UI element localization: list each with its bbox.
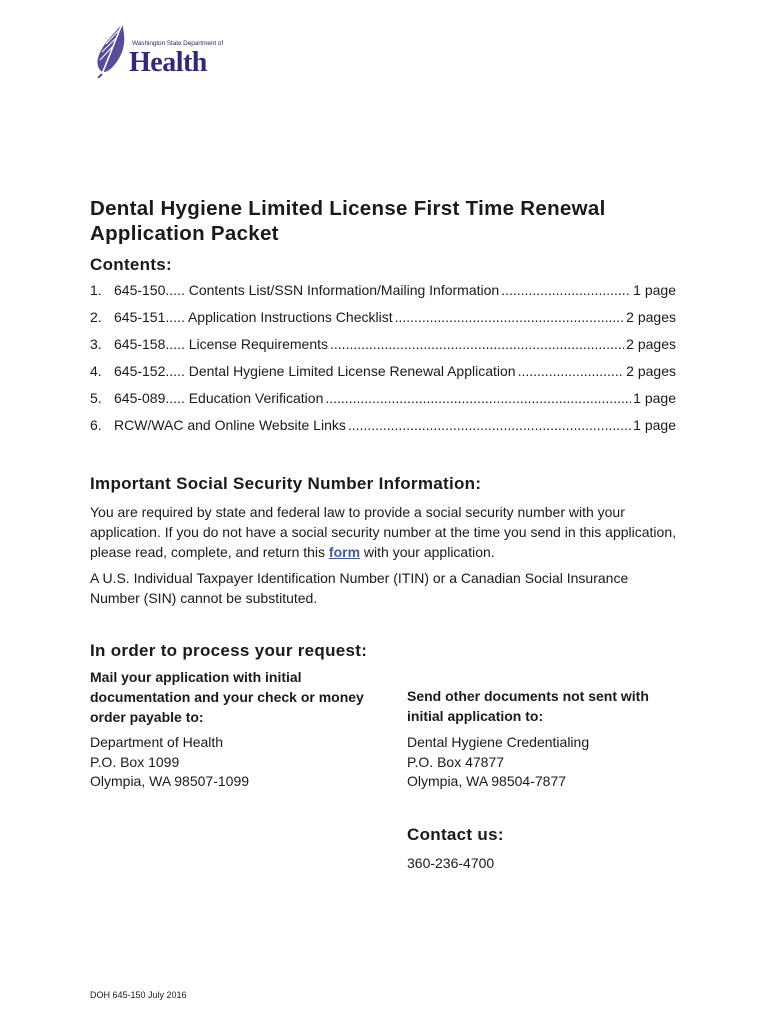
contents-list bbox=[90, 282, 676, 444]
other-address bbox=[407, 733, 589, 792]
list-item bbox=[90, 336, 676, 363]
form-footer: DOH 645-150 July 2016 bbox=[90, 990, 187, 1000]
feather-icon bbox=[92, 22, 134, 78]
item-number: 6. bbox=[90, 417, 102, 433]
item-text: 645-150..... Contents List/SSN Information/Mailing Information bbox=[114, 282, 500, 298]
contents-heading: Contents: bbox=[90, 255, 173, 274]
item-pages: 1 page bbox=[633, 390, 676, 406]
page-title: Dental Hygiene Limited License First Time Renewal Application Packet bbox=[90, 197, 606, 245]
itin-paragraph: A U.S. Individual Taxpayer Identification Number (ITIN) or a Canadian Social Insurance Number (SIN) cannot be substituted. bbox=[90, 570, 629, 606]
item-number: 3. bbox=[90, 336, 102, 352]
item-text: 645-089..... Education Verification bbox=[114, 390, 324, 406]
logo-dept-text: Washington State Department of bbox=[132, 40, 224, 47]
item-number: 5. bbox=[90, 390, 102, 406]
item-text: 645-152..... Dental Hygiene Limited License Renewal Application bbox=[114, 363, 516, 379]
process-heading: In order to process your request: bbox=[90, 641, 368, 660]
ssn-text: You are required by state and federal law to provide a social security number with your application. If you do not have a social security number at the time you send in this application, please read, complete, and return this bbox=[90, 504, 677, 560]
dot-leader bbox=[325, 390, 631, 406]
address-line: Department of Health bbox=[90, 734, 224, 750]
other-docs-heading: Send other documents not sent with initial application to: bbox=[407, 688, 649, 724]
item-pages: 2 pages bbox=[626, 309, 676, 325]
contact-phone: 360-236-4700 bbox=[407, 855, 495, 871]
address-line: Dental Hygiene Credentialing bbox=[407, 734, 590, 750]
item-pages: 1 page bbox=[633, 417, 676, 433]
item-text: RCW/WAC and Online Website Links bbox=[114, 417, 346, 433]
dot-leader bbox=[330, 336, 624, 352]
address-line: P.O. Box 1099 bbox=[90, 753, 180, 770]
dot-leader bbox=[395, 309, 625, 325]
form-link[interactable]: form bbox=[328, 544, 361, 560]
dot-leader bbox=[348, 417, 631, 433]
dot-leader bbox=[501, 282, 631, 298]
item-pages: 2 pages bbox=[626, 336, 676, 352]
ssn-heading: Important Social Security Number Information: bbox=[90, 474, 482, 493]
list-item bbox=[90, 390, 676, 417]
item-pages: 1 page bbox=[633, 282, 676, 298]
ssn-paragraph bbox=[90, 502, 680, 562]
logo-health-text: Health bbox=[129, 47, 207, 78]
list-item bbox=[90, 282, 676, 309]
address-line: Olympia, WA 98507-1099 bbox=[90, 773, 250, 789]
list-item bbox=[90, 309, 676, 336]
item-number: 2. bbox=[90, 309, 102, 325]
item-pages: 2 pages bbox=[626, 363, 676, 379]
address-line: P.O. Box 47877 bbox=[407, 753, 505, 770]
address-line: Olympia, WA 98504-7877 bbox=[407, 773, 567, 789]
ssn-text-end: with your application. bbox=[360, 544, 495, 560]
mail-address bbox=[90, 733, 249, 792]
item-text: 645-158..... License Requirements bbox=[114, 336, 329, 352]
dot-leader bbox=[518, 363, 625, 379]
item-number: 4. bbox=[90, 363, 102, 379]
doh-logo bbox=[92, 22, 222, 78]
item-text: 645-151..... Application Instructions Checklist bbox=[114, 309, 393, 325]
item-number: 1. bbox=[90, 282, 102, 298]
list-item bbox=[90, 363, 676, 390]
list-item bbox=[90, 417, 676, 444]
mail-heading: Mail your application with initial documentation and your check or money order payable to: bbox=[90, 669, 364, 725]
contact-heading: Contact us: bbox=[407, 825, 504, 844]
